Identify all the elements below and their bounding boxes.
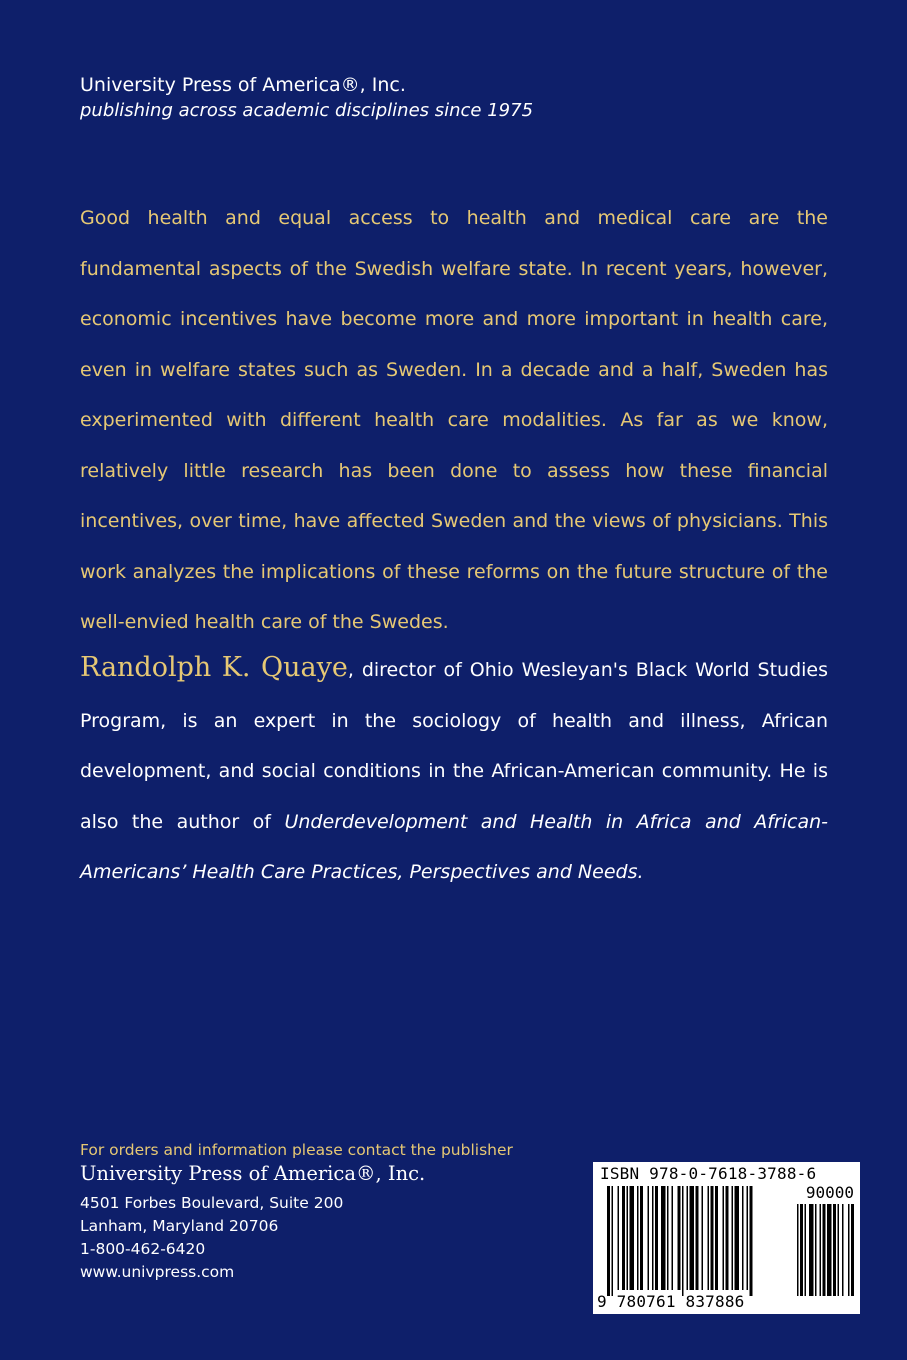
contact-address-2: Lanham, Maryland 20706 xyxy=(80,1217,279,1235)
publisher-name: University Press of America®, Inc. xyxy=(80,74,406,96)
contact-phone: 1-800-462-6420 xyxy=(80,1240,206,1258)
barcode-bar xyxy=(618,1186,620,1290)
barcode-bar xyxy=(687,1186,689,1290)
barcode-bar xyxy=(640,1186,643,1290)
barcode-bar xyxy=(742,1186,744,1290)
bio-text-3: . xyxy=(637,861,644,883)
book-title-1: Underdevelopment and Health in Africa xyxy=(284,810,692,833)
header xyxy=(80,72,840,124)
book-description: Good health and equal access to health and medical care are the fundamental aspects of the Swedish welfare state. In recent years, however, economic incentives have become more and more important in health care, even in welfare states such as Sweden. In a decade and a half, Sweden has experimented with different health care modalities. As far as we know, relatively little research has been done to assess how these financial incentives, over time, have affected Sweden and the views of physicians. This work analyzes the implications of these reforms on the future structure of the well-envied health care of the Swedes. xyxy=(80,207,828,633)
barcode-bar xyxy=(723,1186,725,1290)
barcode-bar xyxy=(652,1186,654,1290)
barcode-addon-bar xyxy=(823,1204,826,1296)
barcode-bar xyxy=(612,1186,614,1296)
barcode-addon-bar xyxy=(809,1204,814,1296)
author-bio xyxy=(80,643,828,898)
barcode-bar xyxy=(678,1186,681,1290)
barcode-bar xyxy=(648,1186,650,1290)
barcode-bar xyxy=(735,1186,740,1290)
barcode-bar xyxy=(637,1186,639,1290)
barcode-bar xyxy=(711,1186,714,1290)
publisher-tagline: publishing across academic disciplines since 1975 xyxy=(80,100,534,121)
price-addon: 90000 xyxy=(805,1183,854,1202)
bio-text-2: and xyxy=(691,810,755,833)
barcode-addon-bar xyxy=(833,1204,836,1296)
contact-address-1: 4501 Forbes Boulevard, Suite 200 xyxy=(80,1194,344,1212)
barcode-addon-bar xyxy=(851,1204,854,1296)
contact-block xyxy=(80,1140,560,1284)
barcode-bar xyxy=(690,1186,695,1290)
barcode-addon-bar xyxy=(827,1204,832,1296)
author-name: Randolph K. Quaye xyxy=(80,652,348,683)
barcode-bar xyxy=(708,1186,710,1290)
barcode-bar xyxy=(672,1186,674,1290)
isbn-label: ISBN 978-0-7618-3788-6 xyxy=(600,1164,817,1183)
barcode-addon-bar xyxy=(838,1204,840,1296)
barcode-bar xyxy=(696,1186,699,1290)
barcode-addon-bar xyxy=(815,1204,817,1296)
barcode-bar xyxy=(747,1186,749,1290)
bio-text-1: , director of Ohio Wesleyan's Black World Studies Program, is an expert in the sociology of health and illness, African development, and social conditions in the African-American community. He is also the author of xyxy=(80,659,828,833)
barcode-addon-bar xyxy=(805,1204,807,1296)
barcode-bar xyxy=(726,1186,729,1290)
barcode-bar xyxy=(622,1186,625,1290)
barcode-addon-bar xyxy=(820,1204,822,1296)
contact-publisher: University Press of America®, Inc. xyxy=(80,1162,426,1185)
barcode-bar xyxy=(682,1186,684,1296)
barcode-addon-bar xyxy=(848,1204,850,1296)
contact-intro: For orders and information please contact the publisher xyxy=(80,1141,513,1159)
contact-website[interactable]: www.univpress.com xyxy=(80,1263,235,1281)
barcode-addon-bar xyxy=(842,1204,844,1296)
barcode-bar xyxy=(750,1186,753,1296)
barcode-bar xyxy=(732,1186,734,1290)
book-title-2: African-Americans’ Health Care Practices, Perspectives and Needs xyxy=(80,810,829,883)
barcode-bar xyxy=(607,1186,610,1296)
barcode-bar xyxy=(702,1186,704,1290)
barcode-bar xyxy=(655,1186,658,1290)
ean-digits: 9 780761 837886 xyxy=(597,1292,745,1311)
barcode-addon-bar xyxy=(800,1204,803,1296)
barcode-bar xyxy=(667,1186,669,1290)
barcode-bar xyxy=(630,1186,635,1290)
barcode-bar xyxy=(715,1186,718,1290)
barcode-bar xyxy=(661,1186,666,1290)
barcode-addon-bar xyxy=(797,1204,799,1296)
barcode xyxy=(593,1162,860,1314)
barcode-bar xyxy=(627,1186,629,1290)
